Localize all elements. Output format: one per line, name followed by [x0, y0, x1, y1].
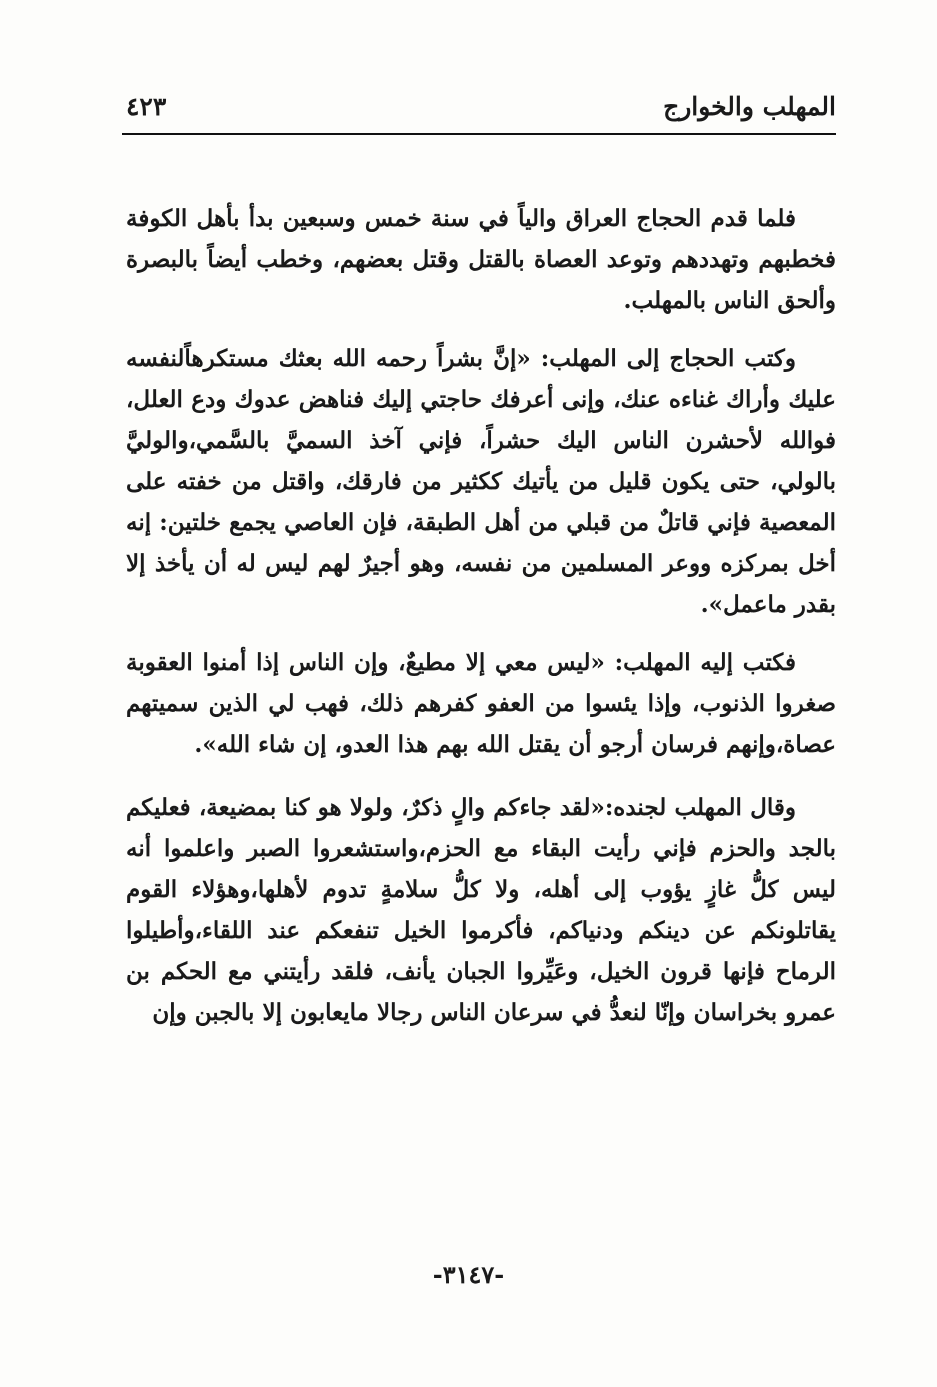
- paragraph: وقال المهلب لجنده:«لقد جاءكم والٍ ذكرٌ، ولولا هو كنا بمضيعة، فعليكم بالجد والحزم فإني رأيت البقاء مع الحزم،واستشعروا الصبر واعلموا أنه ليس كلُّ غازٍ يؤوب إلى أهله، ولا كلُّ سلامةٍ تدوم لأهلها،وهؤلاء القوم يقاتلونكم عن دينكم ودنياكم، فأكرموا الخيل تنفعكم عند اللقاء،وأطيلوا الرماح فإنها قرون الخيل، وعَيِّروا الجبان يأنف، فلقد رأيتني مع الحكم بن عمرو بخراسان وإنّا لنعدُّ في سرعان الناس رجالا مايعابون إلا بالجبن وإن: [126, 794, 836, 1026]
- folio-number: -٣١٤٧-: [432, 1260, 505, 1289]
- page-number: ٤٢٣: [126, 92, 167, 121]
- running-header: [122, 86, 836, 136]
- main-text: [126, 198, 836, 1050]
- header-divider: [122, 133, 836, 135]
- paragraph: فكتب إليه المهلب: «ليس معي إلا مطيعٌ، وإن الناس إذا أمنوا العقوبة صغروا الذنوب، وإذا يئسوا من العفو كفرهم ذلك، فهب لي الذين سميتهم عصاة،وإنهم فرسان أرجو أن يقتل الله بهم هذا العدو، إن شاء الله».: [126, 649, 836, 758]
- paragraph: وكتب الحجاج إلى المهلب: «إنَّ بشراً رحمه الله بعثك مستكرهاًلنفسه عليك وأراك غناءه عنك، وإنى أعرفك حاجتي إليك فناهض عدوك ودع العلل، فوالله لأحشرن الناس اليك حشراً، فإني آخذ السميَّ بالسَّمي،والوليَّ بالولي، حتى يكون قليل من يأتيك ككثير من فارقك، واقتل من خفته على المعصية فإني قاتلٌ من قبلي من أهل الطبقة، فإن العاصي يجمع خلتين: إنه أخل بمركزه ووعر المسلمين من نفسه، وهو أجيرٌ لهم ليس له أن يأخذ إلا بقدر ماعمل».: [126, 345, 836, 618]
- paragraph: فلما قدم الحجاج العراق والياً في سنة خمس وسبعين بدأ بأهل الكوفة فخطبهم وتهددهم وتوعد العصاة بالقتل وقتل بعضهم، وخطب أيضاً بالبصرة وألحق الناس بالمهلب.: [126, 205, 836, 314]
- chapter-title: المهلب والخوارج: [663, 92, 836, 121]
